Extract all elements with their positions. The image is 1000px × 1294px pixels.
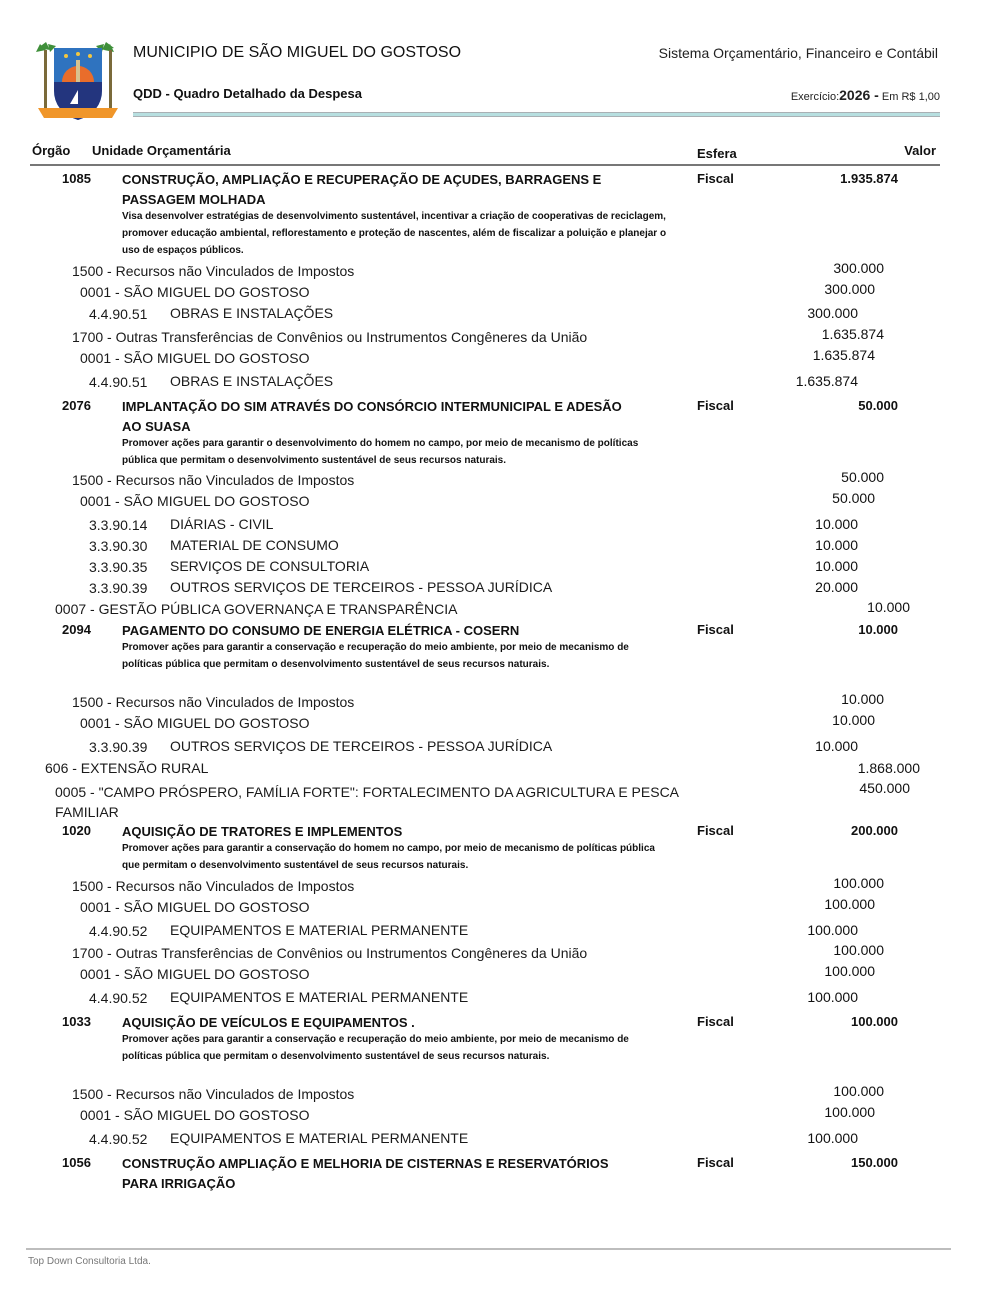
action-title: IMPLANTAÇÃO DO SIM ATRAVÉS DO CONSÓRCIO INTERMUNICIPAL E ADESÃO AO SUASA xyxy=(122,399,622,434)
esfera-value: Fiscal xyxy=(697,398,734,413)
unit-value: 10.000 xyxy=(832,712,875,728)
element-value: 20.000 xyxy=(815,579,858,595)
report-title: QDD - Quadro Detalhado da Despesa xyxy=(133,86,362,101)
source-value: 10.000 xyxy=(841,691,884,707)
action-code: 2094 xyxy=(62,622,91,637)
program-label: 0007 - GESTÃO PÚBLICA GOVERNANÇA E TRANSPARÊNCIA xyxy=(55,601,458,617)
unit-label: 0001 - SÃO MIGUEL DO GOSTOSO xyxy=(80,350,310,366)
unit-label: 0001 - SÃO MIGUEL DO GOSTOSO xyxy=(80,284,310,300)
element-label: OBRAS E INSTALAÇÕES xyxy=(170,305,334,321)
element-value: 10.000 xyxy=(815,516,858,532)
element-code: 3.3.90.35 xyxy=(89,559,148,575)
unit-label: 0001 - SÃO MIGUEL DO GOSTOSO xyxy=(80,493,310,509)
footer-company: Top Down Consultoria Ltda. xyxy=(28,1256,151,1267)
source-label: 1500 - Recursos não Vinculados de Impostos xyxy=(72,878,355,894)
element-code: 3.3.90.39 xyxy=(89,739,148,755)
element-value: 1.635.874 xyxy=(795,373,858,389)
unit-label: 0001 - SÃO MIGUEL DO GOSTOSO xyxy=(80,966,310,982)
action-value: 50.000 xyxy=(858,398,898,413)
source-label: 1500 - Recursos não Vinculados de Impostos xyxy=(72,1086,355,1102)
action-code: 1020 xyxy=(62,823,91,838)
action-description: Promover ações para garantir a conservação do homem no campo, por meio de mecanismo de políticas pública que permitam o desenvolvimento sustentável de seus recursos naturais. xyxy=(122,843,655,871)
element-code: 4.4.90.52 xyxy=(89,990,148,1006)
element-code: 4.4.90.52 xyxy=(89,923,148,939)
esfera-value: Fiscal xyxy=(697,1014,734,1029)
subfunction-label: 606 - EXTENSÃO RURAL xyxy=(45,760,209,776)
unit-value: 50.000 xyxy=(832,490,875,506)
element-code: 4.4.90.52 xyxy=(89,1131,148,1147)
element-value: 300.000 xyxy=(807,305,858,321)
source-label: 1500 - Recursos não Vinculados de Impostos xyxy=(72,694,355,710)
program-value: 10.000 xyxy=(867,599,910,615)
esfera-value: Fiscal xyxy=(697,1155,734,1170)
column-header-unidade: Unidade Orçamentária xyxy=(92,143,231,158)
element-value: 10.000 xyxy=(815,537,858,553)
action-value: 150.000 xyxy=(851,1155,898,1170)
action-code: 1056 xyxy=(62,1155,91,1170)
element-label: EQUIPAMENTOS E MATERIAL PERMANENTE xyxy=(170,989,469,1005)
element-code: 3.3.90.39 xyxy=(89,580,148,596)
action-title: CONSTRUÇÃO AMPLIAÇÃO E MELHORIA DE CISTERNAS E RESERVATÓRIOS PARA IRRIGAÇÃO xyxy=(122,1156,609,1191)
source-label: 1500 - Recursos não Vinculados de Impostos xyxy=(72,263,355,279)
element-label: DIÁRIAS - CIVIL xyxy=(170,516,274,532)
esfera-value: Fiscal xyxy=(697,823,734,838)
source-value: 100.000 xyxy=(833,942,884,958)
element-label: OUTROS SERVIÇOS DE TERCEIROS - PESSOA JURÍDICA xyxy=(170,579,553,595)
exercise-info xyxy=(791,87,940,103)
element-code: 3.3.90.30 xyxy=(89,538,148,554)
action-title: AQUISIÇÃO DE VEÍCULOS E EQUIPAMENTOS . xyxy=(122,1015,415,1030)
footer-divider xyxy=(26,1248,951,1250)
column-header-divider xyxy=(30,164,940,166)
element-label: SERVIÇOS DE CONSULTORIA xyxy=(170,558,370,574)
program-label: 0005 - "CAMPO PRÓSPERO, FAMÍLIA FORTE": FORTALECIMENTO DA AGRICULTURA E PESCA FAMILIAR xyxy=(55,784,679,820)
unit-label: 0001 - SÃO MIGUEL DO GOSTOSO xyxy=(80,899,310,915)
action-code: 1033 xyxy=(62,1014,91,1029)
action-value: 100.000 xyxy=(851,1014,898,1029)
element-value: 100.000 xyxy=(807,989,858,1005)
header-divider xyxy=(133,112,940,117)
system-name: Sistema Orçamentário, Financeiro e Contábil xyxy=(658,45,938,61)
currency-note: Em R$ 1,00 xyxy=(881,91,940,103)
source-value: 1.635.874 xyxy=(821,326,884,342)
municipal-coat-of-arms-icon xyxy=(26,34,130,130)
unit-value: 1.635.874 xyxy=(812,347,875,363)
unit-value: 100.000 xyxy=(824,963,875,979)
exercise-year: 2026 - xyxy=(839,87,879,103)
element-value: 10.000 xyxy=(815,558,858,574)
source-label: 1700 - Outras Transferências de Convênios ou Instrumentos Congêneres da União xyxy=(72,329,588,345)
element-label: OBRAS E INSTALAÇÕES xyxy=(170,373,334,389)
element-value: 10.000 xyxy=(815,738,858,754)
element-label: MATERIAL DE CONSUMO xyxy=(170,537,339,553)
column-header-esfera: Esfera xyxy=(697,146,737,161)
esfera-value: Fiscal xyxy=(697,622,734,637)
column-header-valor: Valor xyxy=(904,143,936,158)
action-value: 1.935.874 xyxy=(840,171,898,186)
element-code: 4.4.90.51 xyxy=(89,374,148,390)
source-label: 1700 - Outras Transferências de Convênios ou Instrumentos Congêneres da União xyxy=(72,945,588,961)
unit-label: 0001 - SÃO MIGUEL DO GOSTOSO xyxy=(80,715,310,731)
program-value: 450.000 xyxy=(859,780,910,796)
unit-value: 100.000 xyxy=(824,896,875,912)
action-value: 200.000 xyxy=(851,823,898,838)
element-label: EQUIPAMENTOS E MATERIAL PERMANENTE xyxy=(170,922,469,938)
action-description: Visa desenvolver estratégias de desenvolvimento sustentável, incentivar a criação de cooperativas de reciclagem, promover educação ambiental, reflorestamento e proteção de nascentes, além de fiscalizar a poluição e planejar o uso de espaços públicos. xyxy=(122,211,667,256)
action-code: 1085 xyxy=(62,171,91,186)
source-value: 50.000 xyxy=(841,469,884,485)
element-code: 4.4.90.51 xyxy=(89,306,148,322)
action-title: CONSTRUÇÃO, AMPLIAÇÃO E RECUPERAÇÃO DE AÇUDES, BARRAGENS E PASSAGEM MOLHADA xyxy=(122,172,602,207)
action-description: Promover ações para garantir a conservação e recuperação do meio ambiente, por meio de mecanismo de políticas pública que permitam o desenvolvimento sustentável de seus recursos naturais. xyxy=(122,642,629,670)
esfera-value: Fiscal xyxy=(697,171,734,186)
unit-label: 0001 - SÃO MIGUEL DO GOSTOSO xyxy=(80,1107,310,1123)
action-title: AQUISIÇÃO DE TRATORES E IMPLEMENTOS xyxy=(122,824,403,839)
action-description: Promover ações para garantir o desenvolvimento do homem no campo, por meio de mecanismo de políticas pública que permitam o desenvolvimento sustentável de seus recursos naturais. xyxy=(122,438,639,466)
element-value: 100.000 xyxy=(807,922,858,938)
element-label: EQUIPAMENTOS E MATERIAL PERMANENTE xyxy=(170,1130,469,1146)
unit-value: 100.000 xyxy=(824,1104,875,1120)
element-code: 3.3.90.14 xyxy=(89,517,148,533)
subfunction-value: 1.868.000 xyxy=(857,760,920,776)
source-value: 300.000 xyxy=(833,260,884,276)
action-value: 10.000 xyxy=(858,622,898,637)
municipality-name: MUNICIPIO DE SÃO MIGUEL DO GOSTOSO xyxy=(133,44,462,61)
action-code: 2076 xyxy=(62,398,91,413)
element-value: 100.000 xyxy=(807,1130,858,1146)
action-title: PAGAMENTO DO CONSUMO DE ENERGIA ELÉTRICA - COSERN xyxy=(122,623,520,638)
column-header-orgao: Órgão xyxy=(32,143,71,158)
source-value: 100.000 xyxy=(833,875,884,891)
element-label: OUTROS SERVIÇOS DE TERCEIROS - PESSOA JURÍDICA xyxy=(170,738,553,754)
source-value: 100.000 xyxy=(833,1083,884,1099)
action-description: Promover ações para garantir a conservação e recuperação do meio ambiente, por meio de mecanismo de políticas pública que permitam o desenvolvimento sustentável de seus recursos naturais. xyxy=(122,1034,629,1062)
source-label: 1500 - Recursos não Vinculados de Impostos xyxy=(72,472,355,488)
exercise-label: Exercício: xyxy=(790,91,840,103)
unit-value: 300.000 xyxy=(824,281,875,297)
